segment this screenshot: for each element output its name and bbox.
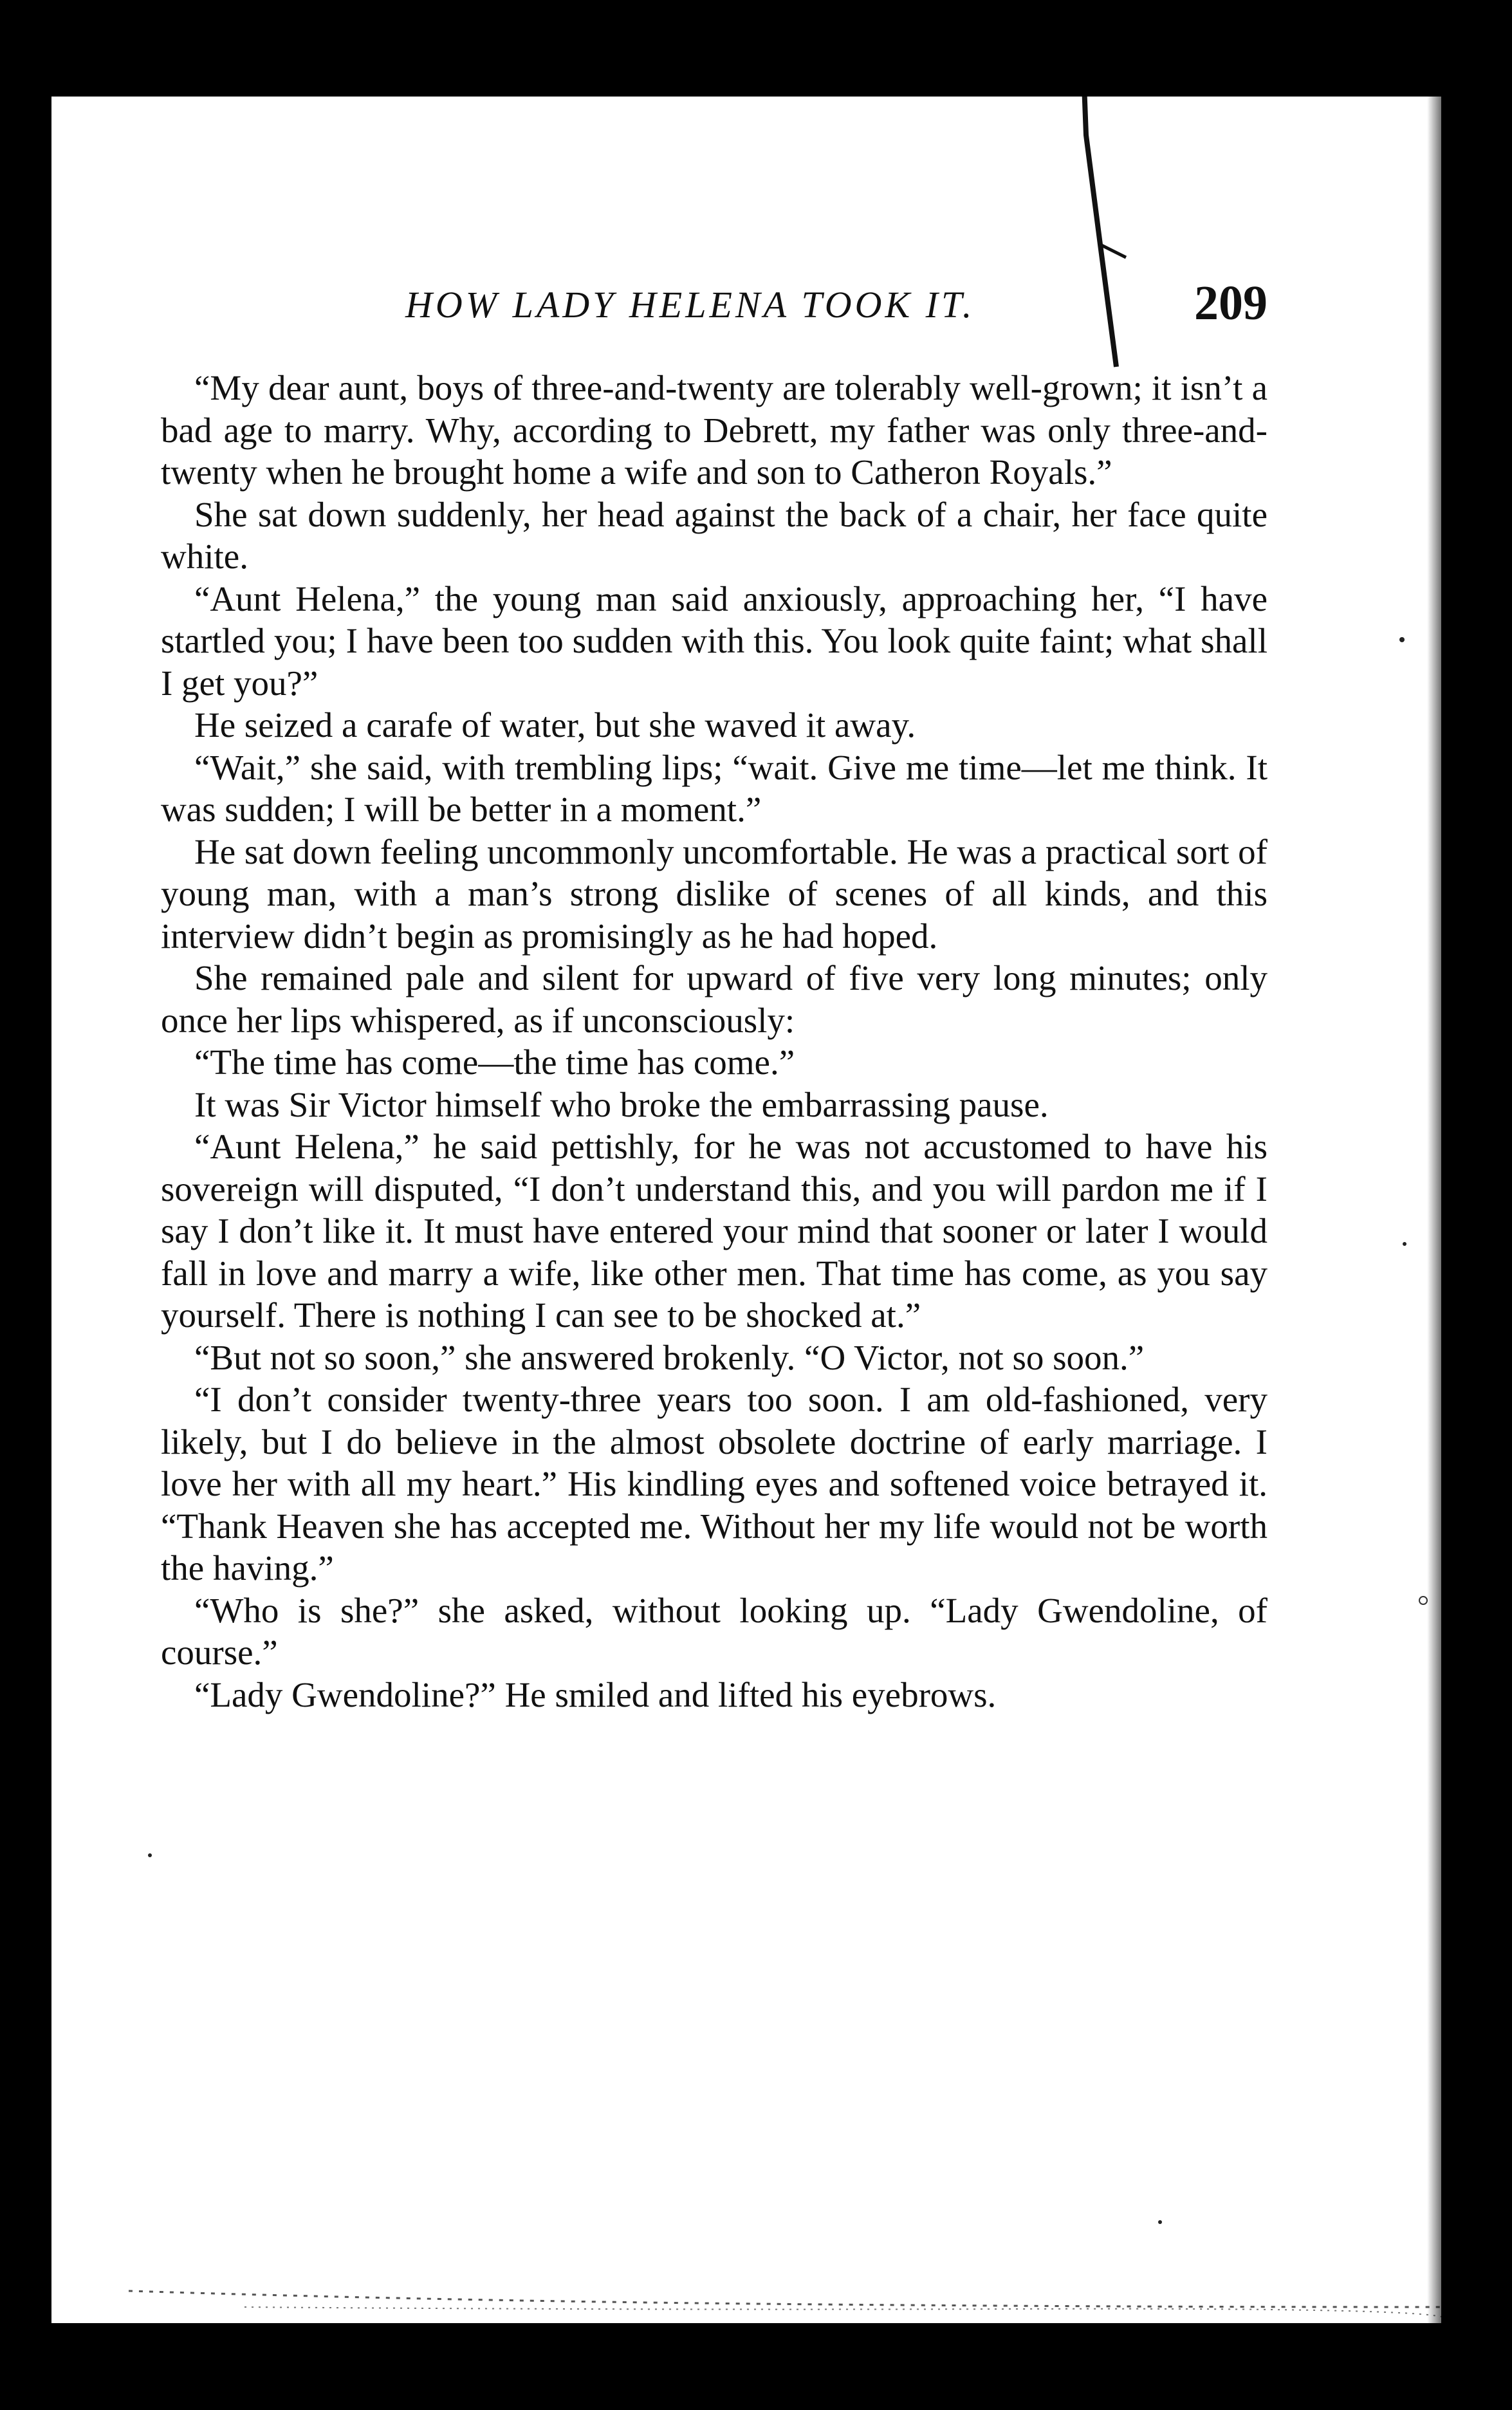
scan-speck [1399,637,1405,642]
paragraph: She remained pale and silent for upward of five very long minutes; only once her lips whispered, as if unconsciously: [161,958,1268,1040]
paragraph: “But not so soon,” she answered brokenly. “O Victor, not so soon.” [194,1337,1145,1377]
scan-speck [1158,2220,1162,2224]
paragraph: “Wait,” she said, with trembling lips; “wait. Give me time—let me think. It was sudden; I will be better in a moment.” [161,747,1268,829]
paragraph: He sat down feeling uncommonly uncomfortable. He was a practical sort of young man, with a man’s strong dislike of scenes of all kinds, and this interview didn’t begin as promisingly as he had hoped. [161,831,1268,956]
scan-bottom-noise [51,2246,1441,2323]
paragraph: He seized a carafe of water, but she waved it away. [194,705,916,745]
scan-speck [148,1853,152,1857]
running-head: HOW LADY HELENA TOOK IT. [405,284,975,326]
paragraph: “My dear aunt, boys of three-and-twenty are tolerably well-grown; it isn’t a bad age to marry. Why, according to Debrett, my father was only three-and-twenty when he brought home a wife and son to Catheron Royals.” [161,368,1268,492]
paragraph: She sat down suddenly, her head against the back of a chair, her face quite white. [161,494,1268,576]
scan-speck [1403,1242,1406,1246]
page-number: 209 [1194,276,1268,330]
page-edge-shadow [1427,97,1441,2323]
paragraph: “I don’t consider twenty-three years too soon. I am old-fashioned, very likely, but I do believe in the almost obsolete doctrine of early marriage. I love her with all my heart.” His kindling eyes and softened voice betrayed it. “Thank Heaven she has accepted me. Without her my life would not be worth the having.” [161,1380,1268,1588]
scan-speck [1419,1596,1428,1605]
page-header [161,276,1268,354]
paragraph: “Lady Gwendoline?” He smiled and lifted his eyebrows. [194,1674,997,1714]
paragraph: “The time has come—the time has come.” [194,1043,795,1082]
paragraph: It was Sir Victor himself who broke the embarrassing pause. [194,1084,1049,1124]
book-page [51,97,1441,2323]
paragraph: “Aunt Helena,” the young man said anxiously, approaching her, “I have startled you; I have been too sudden with this. You look quite faint; what shall I get you?” [161,579,1268,703]
paragraph: “Aunt Helena,” he said pettishly, for he was not accustomed to have his sovereign will disputed, “I don’t understand this, and you will pardon me if I say I don’t like it. It must have entered your mind that sooner or later I would fall in love and marry a wife, like other men. That time has come, as you say yourself. There is nothing I can see to be shocked at.” [161,1127,1268,1335]
paragraph: “Who is she?” she asked, without looking up. “Lady Gwendoline, of course.” [161,1590,1268,1672]
body-text [161,367,1268,1716]
